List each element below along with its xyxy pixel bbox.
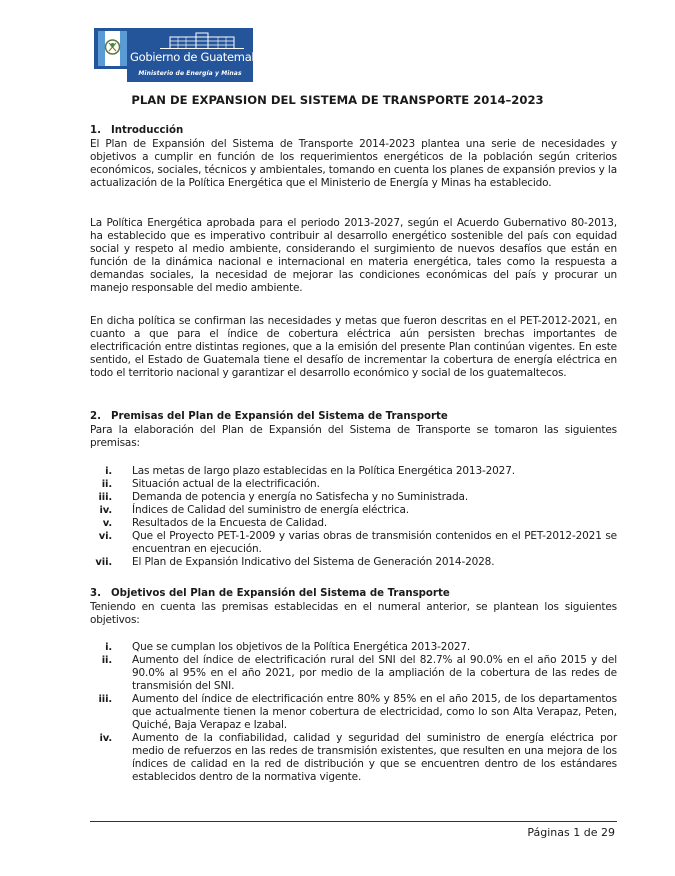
section-number: 3. — [90, 588, 101, 599]
list-item — [90, 556, 617, 569]
section-3-intro: Teniendo en cuenta las premisas establecidas en el numeral anterior, se plantean los siguientes objetivos: — [90, 601, 617, 626]
section-2-intro: Para la elaboración del Plan de Expansión del Sistema de Transporte se tomaron las siguientes premisas: — [90, 424, 617, 449]
list-item — [90, 732, 617, 784]
section-title: Premisas del Plan de Expansión del Sistema de Transporte — [111, 411, 448, 422]
list-marker: iv. — [99, 505, 112, 516]
document-title: PLAN DE EXPANSION DEL SISTEMA DE TRANSPORTE 2014–2023 — [131, 93, 544, 107]
list-text: Resultados de la Encuesta de Calidad. — [132, 517, 328, 529]
list-item — [90, 478, 617, 491]
list-item — [90, 504, 617, 517]
list-marker: vii. — [95, 557, 112, 568]
section-1-paragraph-3: En dicha política se confirman las necesidades y metas que fueron descritas en el PET-2012-2021, en cuanto a que para el índice de cobertura eléctrica aún persisten brechas importantes de electrificación entre distintas regiones, que a la emisión del presente Plan continúan vigentes. En este sentido, el Estado de Guatemala tiene el desafío de incrementar la cobertura de energía eléctrica en todo el territorio nacional y garantizar el desarrollo económico y social de los guatemaltecos. — [90, 315, 617, 379]
list-marker: ii. — [101, 479, 112, 490]
section-number: 2. — [90, 411, 101, 422]
section-1-heading — [90, 125, 183, 136]
government-logo — [94, 28, 262, 82]
list-marker: iv. — [99, 733, 112, 744]
section-1-paragraph-2: La Política Energética aprobada para el periodo 2013-2027, según el Acuerdo Gubernativo 80-2013, ha establecido que es imperativo contribuir al desarrollo energético sostenible del país con equidad social y respeto al medio ambiente, considerando el surgimiento de nuevos desafíos que están en función de la dinámica nacional e internacional en materia energética, tales como la respuesta a demandas sociales, la necesidad de mejorar las condiciones económicas del país y procurar un manejo responsable del medio ambiente. — [90, 217, 617, 294]
section-3-heading — [90, 588, 450, 599]
list-marker: v. — [102, 518, 112, 529]
list-marker: i. — [105, 466, 112, 477]
list-text: Aumento del índice de electrificación entre 80% y 85% en el año 2015, de los departamentos que actualmente tienen la menor cobertura de electricidad, como lo son Alta Verapaz, Peten, Quiché, Baja Verapaz e Izabal. — [132, 693, 617, 731]
list-item — [90, 693, 617, 732]
list-item — [90, 517, 617, 530]
page-number: Páginas 1 de 29 — [527, 826, 615, 839]
list-marker: iii. — [98, 694, 112, 705]
list-item — [90, 641, 617, 654]
list-text: Las metas de largo plazo establecidas en la Política Energética 2013-2027. — [132, 465, 515, 477]
section-1-paragraph-1: El Plan de Expansión del Sistema de Transporte 2014-2023 plantea una serie de necesidades y objetivos a cumplir en función de los requerimientos energéticos de la población según criterios económicos, sociales, técnicos y ambientales, tomando en cuenta los planes de expansión previos y la actualización de la Política Energética que el Ministerio de Energía y Minas ha establecido. — [90, 138, 617, 189]
list-text: Que el Proyecto PET-1-2009 y varias obras de transmisión contenidos en el PET-2012-2021 se encuentran en ejecución. — [132, 530, 617, 555]
section-title: Objetivos del Plan de Expansión del Sistema de Transporte — [111, 588, 450, 599]
list-text: Situación actual de la electrificación. — [132, 478, 320, 490]
logo-name: Gobierno de Guatemala — [130, 50, 262, 64]
list-text: Aumento de la confiabilidad, calidad y seguridad del suministro de energía eléctrica por medio de refuerzos en las redes de transmisión existentes, que resulten en una mejora de los índices de calidad en la red de distribución y que se encuentren dentro de los estándares establecidos dentro de la normativa vigente. — [132, 732, 617, 783]
list-text: Aumento del índice de electrificación rural del SNI del 82.7% al 90.0% en el año 2015 y del 90.0% al 95% en el año 2021, por medio de la ampliación de la cobertura de las redes de transmisión del SNI. — [132, 654, 617, 692]
list-item — [90, 654, 617, 693]
list-marker: i. — [105, 642, 112, 653]
section-2-heading — [90, 411, 448, 422]
section-title: Introducción — [111, 125, 184, 136]
list-marker: vi. — [98, 531, 112, 542]
list-marker: iii. — [98, 492, 112, 503]
coat-of-arms-icon — [98, 31, 127, 66]
footer-divider — [90, 821, 617, 822]
logo-subtitle: Ministerio de Energía y Minas — [138, 70, 242, 77]
list-item — [90, 491, 617, 504]
list-text: El Plan de Expansión Indicativo del Sistema de Generación 2014-2028. — [132, 556, 495, 568]
list-text: Índices de Calidad del suministro de energía eléctrica. — [132, 504, 409, 516]
list-item — [90, 530, 617, 556]
palace-icon — [160, 32, 244, 49]
list-text: Demanda de potencia y energía no Satisfecha y no Suministrada. — [132, 491, 469, 503]
list-text: Que se cumplan los objetivos de la Política Energética 2013-2027. — [132, 641, 471, 653]
list-item — [90, 465, 617, 478]
list-marker: ii. — [101, 655, 112, 666]
objectives-list — [90, 641, 617, 784]
premises-list — [90, 465, 617, 569]
section-number: 1. — [90, 125, 101, 136]
